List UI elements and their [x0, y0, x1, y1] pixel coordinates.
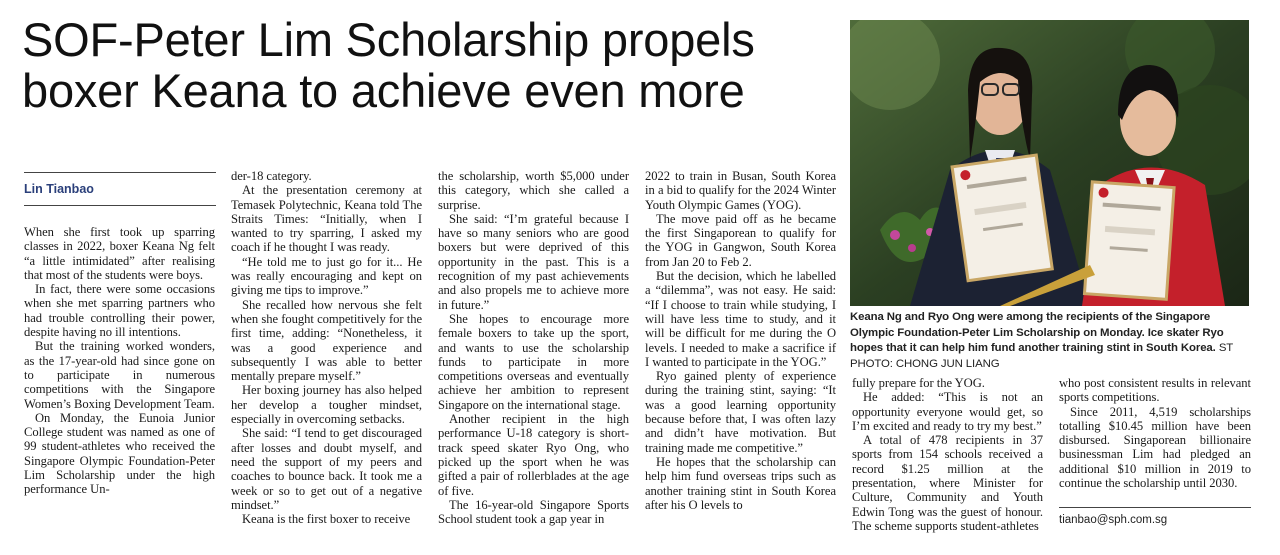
caption-text: Keana Ng and Ryo Ong were among the recipients of the Singapore Olympic Foundation-Peter Lim Scholarship on Monday. Ice skater Ryo hopes that it can help him fund another training stint in South Korea.	[850, 311, 1224, 355]
paragraph: fully prepare for the YOG.	[852, 376, 985, 390]
contact-rule	[1059, 507, 1251, 508]
paragraph: She hopes to encourage more female boxers to take up the sport, and wants to use the scholarship funds to participate in more competitions overseas and eventually achieve her ambition to represent Singapore on the international stage.	[438, 311, 629, 412]
photo-illustration	[850, 20, 1249, 306]
paragraph: Her boxing journey has also helped her develop a tougher mindset, especially in overcoming setbacks.	[231, 383, 422, 427]
byline: Lin Tianbao	[24, 182, 94, 196]
paragraph: Since 2011, 4,519 scholarships totalling $10.45 million have been disbursed. Singaporean billionaire businessman Lim had pledged an additional $10 million in 2019 to continue the scholarship until 2030.	[1059, 404, 1251, 491]
column-2	[231, 169, 422, 526]
paragraph: When she first took up sparring classes in 2022, boxer Keana Ng felt “a little intimidated” after realising that most of the students were boys.	[24, 225, 215, 282]
paragraph: “He told me to just go for it... He was really encouraging and kept on giving me tips to improve.”	[231, 254, 422, 298]
paragraph: He added: “This is not an opportunity everyone would get, so I’m excited and ready to try my best.”	[852, 390, 1043, 433]
column-3	[438, 169, 629, 526]
paragraph: the scholarship, worth $5,000 under this category, which she called a surprise.	[438, 169, 629, 212]
paragraph: But the decision, which he labelled a “dilemma”, was not easy. He said: “If I choose to train while studying, I will have less time to study, and it will be difficult for me during the O levels. I needed to make a sacrifice if I wanted to participate in the YOG.”	[645, 269, 836, 369]
paragraph: On Monday, the Eunoia Junior College student was named as one of 99 student-athletes who received the Singapore Olympic Foundation-Peter Lim Scholarship under the high performance Un-	[24, 410, 215, 497]
photo-caption	[850, 310, 1252, 372]
headline-line-2: boxer Keana to achieve even more	[22, 64, 745, 117]
column-6	[1059, 376, 1251, 490]
paragraph: She said: “I tend to get discouraged after losses and doubt myself, and need the support of my peers and coaches to bounce back. It took me a week or so to get out of a negative mindset.”	[231, 426, 422, 512]
paragraph: She said: “I’m grateful because I have so many seniors who are good boxers but were deprived of this opportunity in the past. This is a recognition of my past achievements and also propels me to achieve more in future.”	[438, 211, 629, 312]
byline-bottom-rule	[24, 205, 216, 206]
paragraph: He hopes that the scholarship can help him fund overseas trips such as another training stint in South Korea after his O levels to	[645, 454, 836, 512]
paragraph: Another recipient in the high performance U-18 category is short-track speed skater Ryo Ong, who picked up the sport when he was gifted a pair of rollerblades at the age of five.	[438, 412, 629, 498]
headline	[22, 14, 837, 116]
column-1	[24, 225, 215, 497]
photo-credit: ST PHOTO: CHONG JUN LIANG	[850, 342, 1233, 370]
paragraph: She recalled how nervous she felt when she fought competitively for the first time, adding: “Nonetheless, it was a good experience and subsequently I was able to better mentally prepare myself.”	[231, 297, 422, 384]
paragraph: der-18 category.	[231, 169, 312, 183]
column-4	[645, 169, 836, 512]
paragraph: In fact, there were some occasions when she met sparring partners who had trouble controlling their power, despite having no ill intentions.	[24, 282, 215, 340]
reporter-email: tianbao@sph.com.sg	[1059, 514, 1168, 526]
paragraph: But the training worked wonders, as the 17-year-old had since gone on to participate in numerous competitions with the Singapore Women’s Boxing Development Team.	[24, 339, 215, 411]
headline-line-1: SOF-Peter Lim Scholarship propels	[22, 13, 755, 66]
paragraph: Ryo gained plenty of experience during the training stint, saying: “It was a good learning opportunity because before that, I was often lazy and didn’t have motivation. But training made me competitive.”	[645, 369, 836, 455]
paragraph: Keana is the first boxer to receive	[242, 512, 411, 527]
paragraph: A total of 478 recipients in 37 sports from 154 schools received a record $1.25 million at the presentation, where Minister for Culture, Community and Youth Edwin Tong was the guest of honour. The scheme supports student-athletes	[852, 433, 1043, 533]
paragraph: 2022 to train in Busan, South Korea in a bid to qualify for the 2024 Winter Youth Olympic Games (YOG).	[645, 169, 836, 212]
paragraph: The 16-year-old Singapore Sports School student took a gap year in	[438, 497, 629, 527]
byline-block	[24, 172, 216, 206]
news-photo	[850, 20, 1249, 306]
paragraph: who post consistent results in relevant sports competitions.	[1059, 376, 1251, 405]
paragraph: The move paid off as he became the first Singaporean to qualify for the YOG in Gangwon, South Korea from Jan 20 to Feb 2.	[645, 211, 836, 269]
paragraph: At the presentation ceremony at Temasek Polytechnic, Keana told The Straits Times: “Initially, when I wanted to try sparring, I asked my coach if he thought I was ready.	[231, 183, 422, 255]
column-5	[852, 376, 1043, 533]
